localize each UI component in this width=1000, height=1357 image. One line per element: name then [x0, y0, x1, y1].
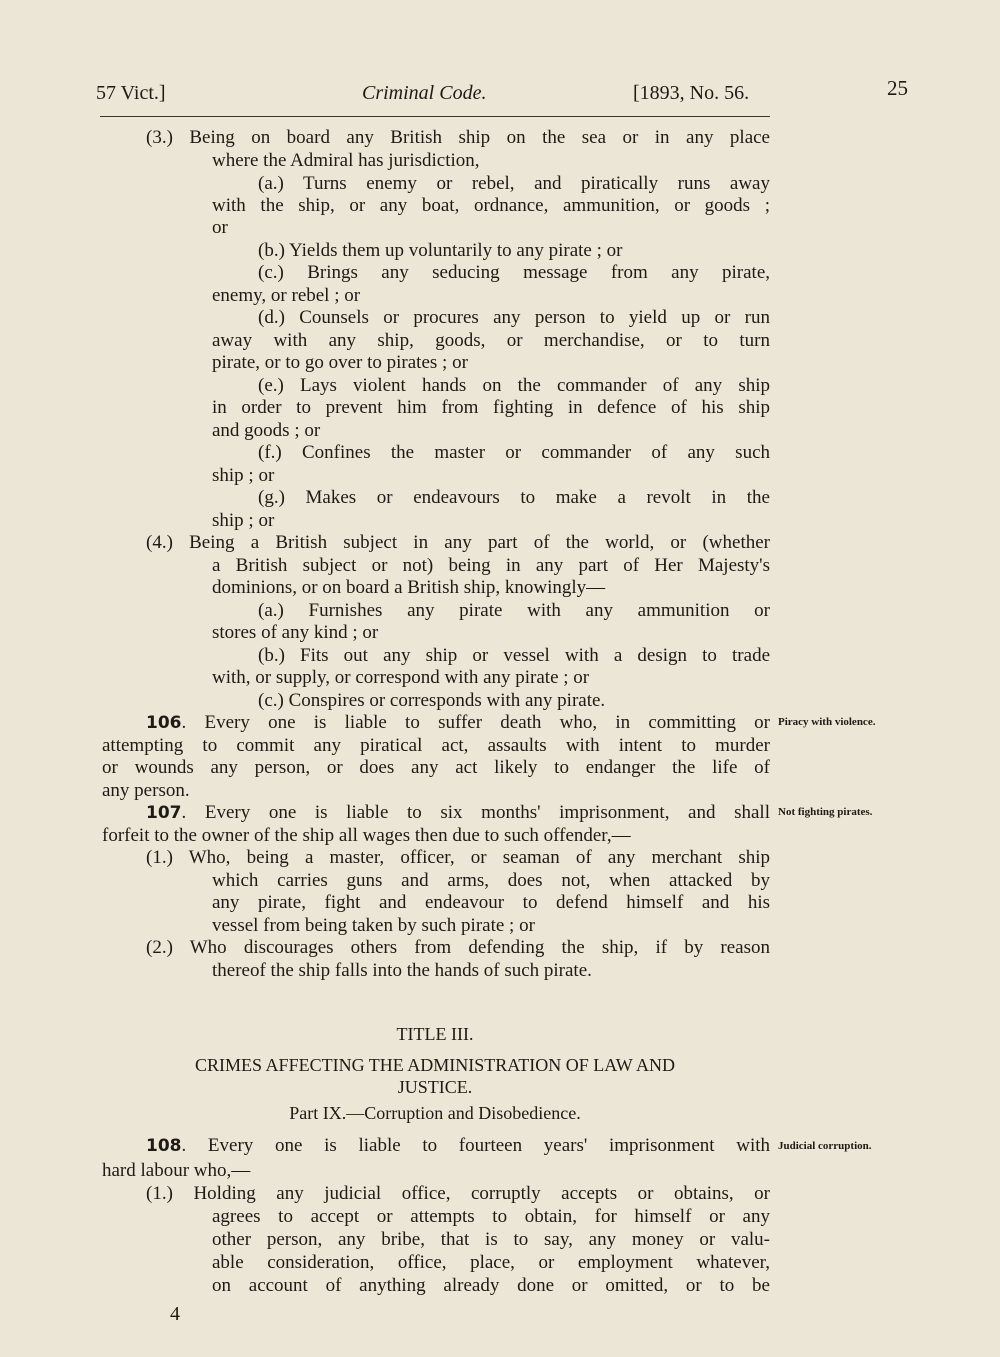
text-line: pirate, or to go over to pirates ; or	[212, 352, 468, 373]
text-line: with the ship, or any boat, ordnance, ammunition, or goods ;	[212, 195, 770, 216]
text-line: hard labour who,—	[102, 1160, 251, 1181]
text-line: (1.) Holding any judicial office, corruptly accepts or obtains, or	[146, 1183, 770, 1204]
header-center: Criminal Code.	[362, 82, 487, 104]
text-line: forfeit to the owner of the ship all wages then due to such offender,—	[102, 825, 631, 846]
section-number: 107	[146, 803, 182, 823]
line-text: . Every one is liable to suffer death who, in committing or	[181, 712, 770, 733]
text-line: ship ; or	[212, 510, 275, 531]
text-line: vessel from being taken by such pirate ; or	[212, 915, 535, 936]
text-line: any person.	[102, 780, 190, 801]
text-line: any pirate, fight and endeavour to defend himself and his	[212, 892, 770, 913]
text-line: where the Admiral has jurisdiction,	[212, 150, 480, 171]
text-line: other person, any bribe, that is to say, any money or valu-	[212, 1229, 770, 1250]
part-heading: Part IX.—Corruption and Disobedience.	[289, 1103, 581, 1123]
page-number: 25	[887, 76, 908, 100]
text-line: ship ; or	[212, 465, 275, 486]
text-line: a British subject or not) being in any part of Her Majesty's	[212, 555, 770, 576]
text-line	[146, 802, 770, 824]
header-right: [1893, No. 56.	[633, 82, 750, 104]
text-line: able consideration, office, place, or employment whatever,	[212, 1252, 770, 1273]
text-line: agrees to accept or attempts to obtain, for himself or any	[212, 1206, 770, 1227]
text-line: or wounds any person, or does any act likely to endanger the life of	[102, 757, 770, 778]
text-line: and goods ; or	[212, 420, 321, 441]
marginal-note: Piracy with violence.	[778, 716, 876, 728]
section-number: 106	[146, 713, 182, 733]
text-line: thereof the ship falls into the hands of such pirate.	[212, 960, 592, 981]
text-line: (1.) Who, being a master, officer, or seaman of any merchant ship	[146, 847, 770, 868]
marginal-note: Judicial corruption.	[778, 1140, 872, 1152]
header-rule	[100, 116, 770, 117]
text-line: (g.) Makes or endeavours to make a revolt in the	[258, 487, 770, 508]
text-line: (a.) Furnishes any pirate with any ammunition or	[258, 600, 770, 621]
title-heading: TITLE III.	[396, 1024, 474, 1044]
text-line: (c.) Brings any seducing message from any pirate,	[258, 262, 770, 283]
text-line: on account of anything already done or omitted, or to be	[212, 1275, 770, 1296]
line-text: . Every one is liable to six months' imprisonment, and shall	[181, 802, 770, 823]
text-line: (b.) Fits out any ship or vessel with a design to trade	[258, 645, 770, 666]
text-line	[146, 712, 770, 734]
text-line: (f.) Confines the master or commander of any such	[258, 442, 770, 463]
text-line: (4.) Being a British subject in any part of the world, or (whether	[146, 532, 770, 553]
text-line: (e.) Lays violent hands on the commander of any ship	[258, 375, 770, 396]
text-line: (c.) Conspires or corresponds with any pirate.	[258, 690, 606, 711]
text-line: with, or supply, or correspond with any pirate ; or	[212, 667, 590, 688]
line-text: . Every one is liable to fourteen years' imprisonment with	[181, 1135, 770, 1156]
text-line: (b.) Yields them up voluntarily to any pirate ; or	[258, 240, 623, 261]
text-line: away with any ship, goods, or merchandise, or to turn	[212, 330, 770, 351]
text-line: in order to prevent him from fighting in defence of his ship	[212, 397, 770, 418]
text-line: attempting to commit any piratical act, assaults with intent to murder	[102, 735, 770, 756]
text-line: enemy, or rebel ; or	[212, 285, 361, 306]
text-line: (d.) Counsels or procures any person to yield up or run	[258, 307, 770, 328]
section-heading-line-1: CRIMES AFFECTING THE ADMINISTRATION OF LAW AND	[195, 1055, 675, 1075]
text-line: (a.) Turns enemy or rebel, and piratically runs away	[258, 173, 770, 194]
section-number: 108	[146, 1136, 182, 1156]
header-left: 57 Vict.]	[96, 82, 166, 104]
text-line: (3.) Being on board any British ship on the sea or in any place	[146, 127, 770, 148]
section-heading-line-2: JUSTICE.	[397, 1077, 473, 1097]
text-line: or	[212, 217, 228, 238]
text-line: (2.) Who discourages others from defending the ship, if by reason	[146, 937, 770, 958]
text-line	[146, 1135, 770, 1157]
text-line: which carries guns and arms, does not, when attacked by	[212, 870, 770, 891]
text-line: stores of any kind ; or	[212, 622, 379, 643]
marginal-note: Not fighting pirates.	[778, 806, 873, 818]
signature-mark: 4	[170, 1303, 180, 1325]
text-line: dominions, or on board a British ship, knowingly—	[212, 577, 606, 598]
